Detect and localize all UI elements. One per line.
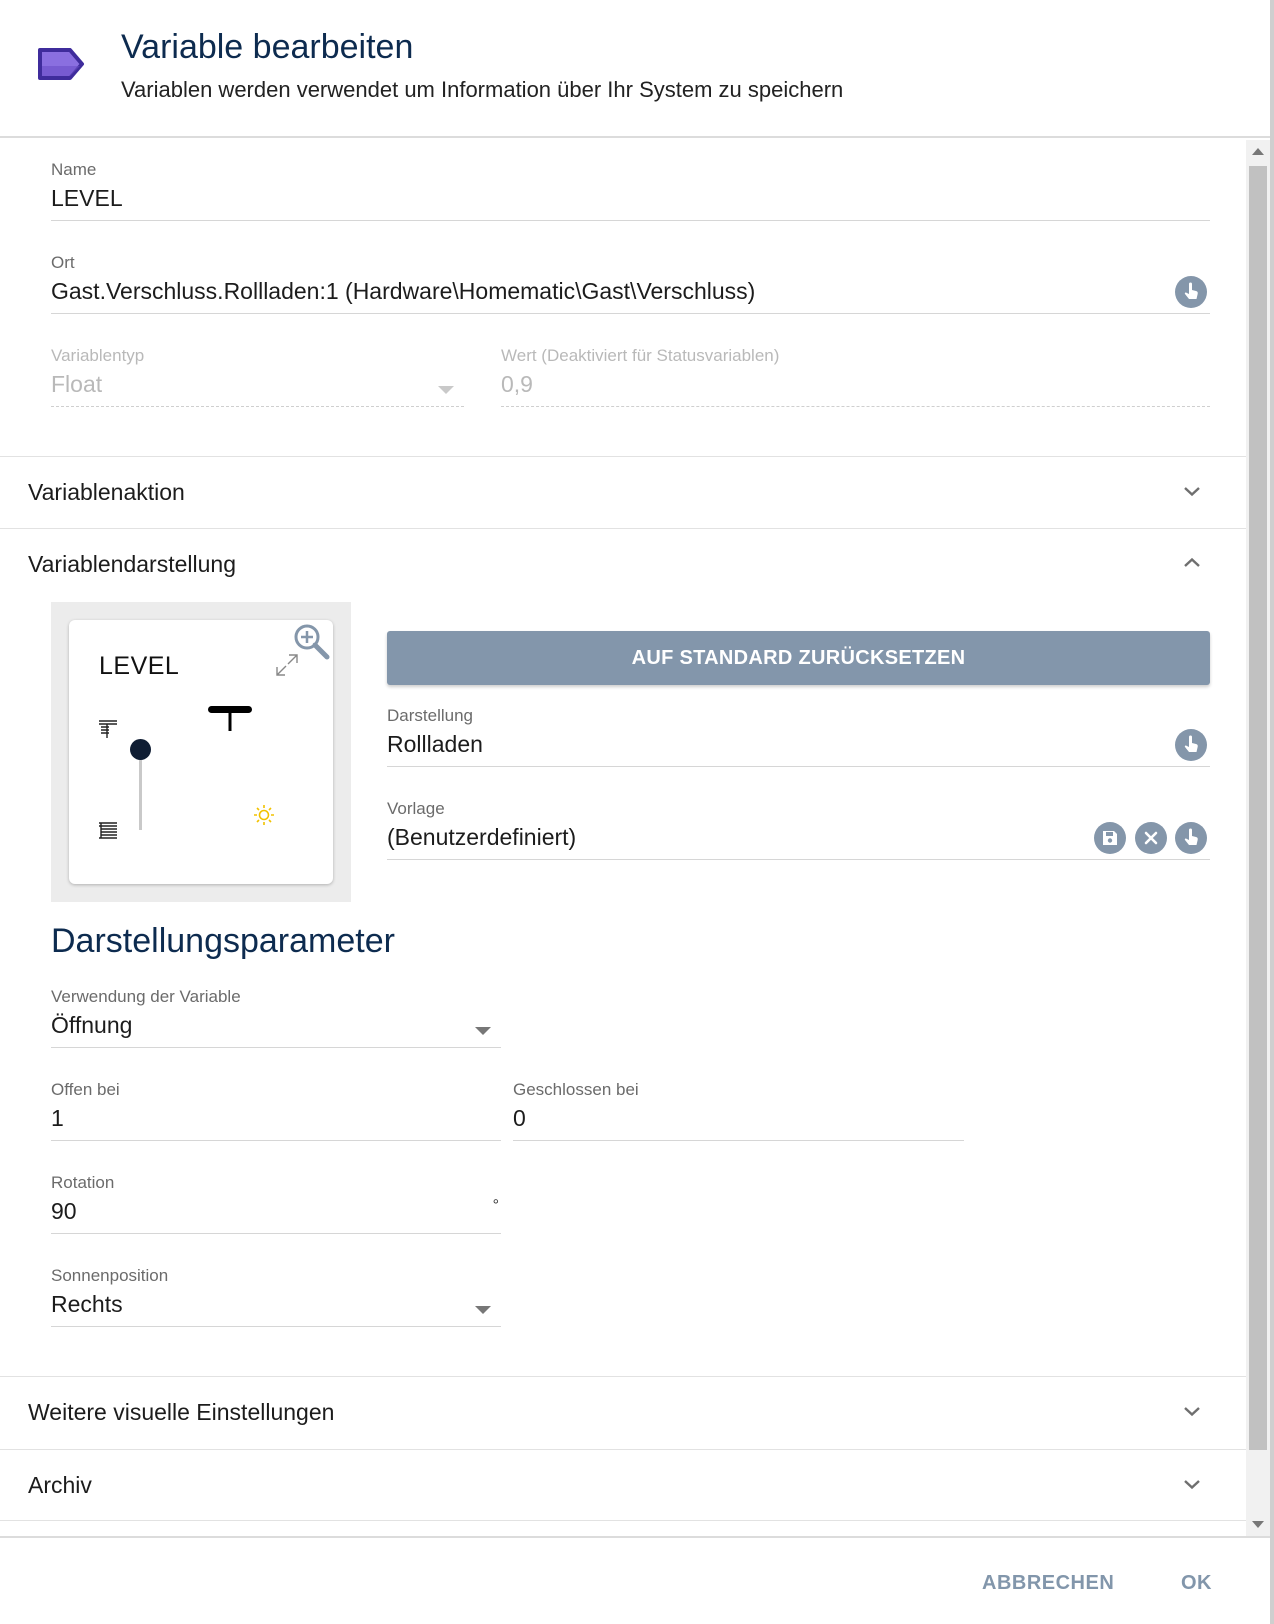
variablentyp-value: Float: [51, 371, 103, 397]
variable-tag-icon: [36, 44, 88, 84]
zoom-in-icon[interactable]: [289, 620, 335, 666]
sun-icon: [253, 804, 275, 826]
dialog-header: [0, 0, 1274, 138]
variablentyp-label: Variablentyp: [51, 346, 145, 365]
variablentyp-select: [51, 346, 464, 408]
scroll-down-arrow-icon[interactable]: [1252, 1521, 1264, 1528]
ort-underline: [51, 313, 1210, 314]
sonnenposition-underline: [51, 1326, 501, 1327]
rotation-underline: [51, 1233, 501, 1234]
name-underline: [51, 220, 1210, 221]
darstellung-field[interactable]: [387, 706, 1210, 768]
section-weitere-visuelle-einstellungen[interactable]: [0, 1376, 1246, 1448]
name-field[interactable]: [51, 160, 1210, 222]
sonnenposition-label: Sonnenposition: [51, 1266, 169, 1285]
wert-value: 0,9: [501, 371, 533, 397]
ok-button[interactable]: OK: [1181, 1572, 1212, 1594]
offen-bei-label: Offen bei: [51, 1080, 120, 1099]
cancel-button[interactable]: ABBRECHEN: [982, 1572, 1115, 1594]
darstellung-label: Darstellung: [387, 706, 473, 725]
variablentyp-underline: [51, 406, 464, 407]
pointer-hand-icon: [1181, 282, 1201, 302]
dialog-edge: [1270, 0, 1274, 1624]
vorlage-underline: [387, 859, 1210, 860]
wert-underline: [501, 406, 1210, 407]
rotation-label: Rotation: [51, 1173, 115, 1192]
section-weitere-title: Weitere visuelle Einstellungen: [28, 1399, 335, 1425]
verwendung-select[interactable]: [51, 987, 501, 1049]
pointer-hand-icon: [1181, 735, 1201, 755]
scroll-up-arrow-icon[interactable]: [1252, 148, 1264, 155]
name-label: Name: [51, 160, 97, 179]
geschlossen-bei-underline: [513, 1140, 964, 1141]
verwendung-underline: [51, 1047, 501, 1048]
ort-input[interactable]: Gast.Verschluss.Rollladen:1 (Hardware\Homematic\Gast\Verschluss): [51, 278, 756, 304]
dialog-content[interactable]: [0, 140, 1246, 1536]
chevron-down-icon: [1180, 1472, 1204, 1496]
wert-field: [501, 346, 1210, 408]
slider-knob[interactable]: [130, 739, 151, 760]
darstellung-select-button[interactable]: [1175, 729, 1207, 761]
verwendung-label: Verwendung der Variable: [51, 987, 241, 1006]
chevron-down-icon: [1180, 1399, 1204, 1423]
offen-bei-underline: [51, 1140, 501, 1141]
close-icon: [1141, 828, 1161, 848]
vorlage-value[interactable]: (Benutzerdefiniert): [387, 824, 577, 850]
params-title: Darstellungsparameter: [51, 922, 395, 960]
dialog-subtitle: Variablen werden verwendet um Information über Ihr System zu speichern: [121, 77, 844, 102]
ort-field[interactable]: [51, 253, 1210, 315]
reset-to-default-button[interactable]: AUF STANDARD ZURÜCKSETZEN: [387, 631, 1210, 685]
preview-panel: [51, 602, 351, 902]
vorlage-label: Vorlage: [387, 799, 445, 818]
vorlage-save-button[interactable]: [1094, 822, 1126, 854]
sonnenposition-select[interactable]: [51, 1266, 501, 1328]
scrollbar-thumb[interactable]: [1249, 166, 1267, 1450]
dropdown-arrow-icon: [438, 386, 454, 394]
verwendung-value[interactable]: Öffnung: [51, 1012, 133, 1038]
section-variablendarstellung-title: Variablendarstellung: [28, 551, 236, 577]
sonnenposition-value[interactable]: Rechts: [51, 1291, 123, 1317]
chevron-down-icon: [1180, 479, 1204, 503]
ort-select-button[interactable]: [1175, 276, 1207, 308]
window-rotation-icon: [207, 704, 253, 734]
wert-label: Wert (Deaktiviert für Statusvariablen): [501, 346, 780, 365]
save-icon: [1100, 828, 1120, 848]
ort-label: Ort: [51, 253, 75, 272]
dropdown-arrow-icon: [475, 1027, 491, 1035]
offen-bei-field[interactable]: [51, 1080, 501, 1142]
darstellung-underline: [387, 766, 1210, 767]
name-input[interactable]: LEVEL: [51, 185, 123, 211]
section-variablendarstellung[interactable]: [0, 528, 1246, 600]
rotation-input[interactable]: 90: [51, 1198, 77, 1224]
chevron-up-icon: [1180, 551, 1204, 575]
section-variablenaktion-title: Variablenaktion: [28, 479, 185, 505]
dialog-footer: [0, 1536, 1270, 1624]
geschlossen-bei-label: Geschlossen bei: [513, 1080, 639, 1099]
vorlage-clear-button[interactable]: [1135, 822, 1167, 854]
section-variablenaktion[interactable]: [0, 456, 1246, 528]
geschlossen-bei-field[interactable]: [513, 1080, 964, 1142]
vorlage-select-button[interactable]: [1175, 822, 1207, 854]
darstellung-value[interactable]: Rollladen: [387, 731, 483, 757]
rotation-field[interactable]: [51, 1173, 501, 1235]
section-archiv-title: Archiv: [28, 1472, 92, 1498]
blinds-closed-icon: [97, 820, 119, 842]
preview-title: LEVEL: [99, 652, 180, 680]
geschlossen-bei-input[interactable]: 0: [513, 1105, 526, 1131]
dropdown-arrow-icon: [475, 1306, 491, 1314]
scrollbar[interactable]: [1246, 140, 1270, 1536]
rotation-unit: °: [492, 1197, 499, 1214]
dialog-title: Variable bearbeiten: [121, 28, 414, 66]
section-archiv[interactable]: [0, 1449, 1246, 1521]
offen-bei-input[interactable]: 1: [51, 1105, 64, 1131]
pointer-hand-icon: [1181, 828, 1201, 848]
blinds-open-icon: [97, 718, 119, 740]
vorlage-field[interactable]: [387, 799, 1210, 861]
